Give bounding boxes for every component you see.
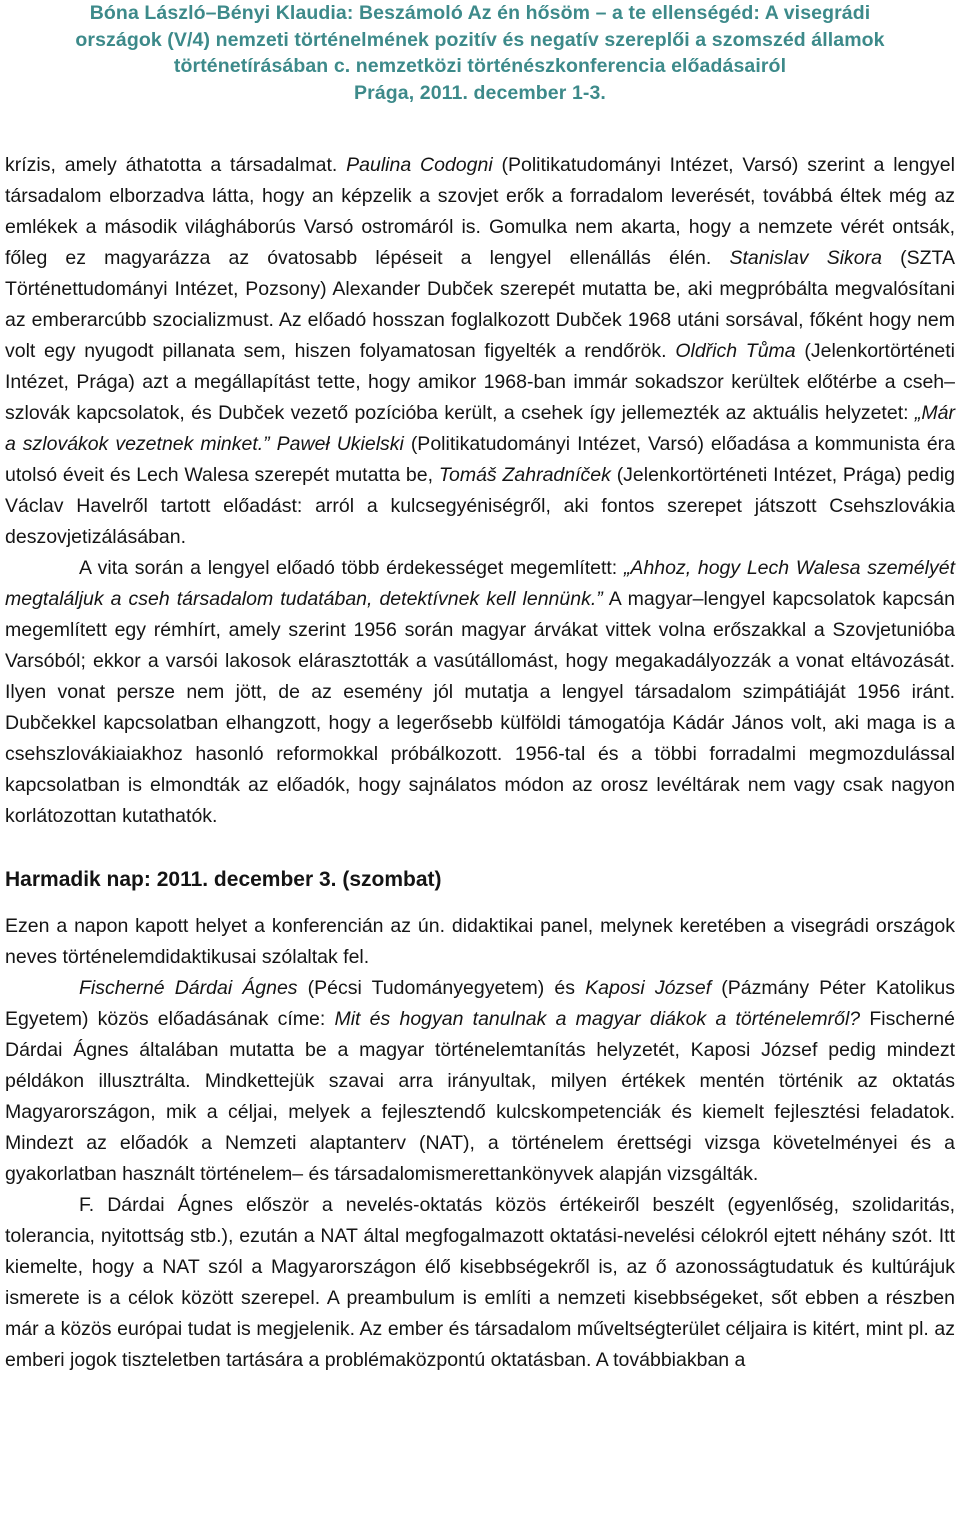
lecture-title: Mit és hogyan tanulnak a magyar diákok a történelemről? [334,1008,861,1030]
paragraph-3: Ezen a napon kapott helyet a konferencián az ún. didaktikai panel, melynek keretében a visegrádi országok neves történelemdidaktikusai szólaltak fel. [5,915,955,968]
text: (Politikatudományi Intézet, Varsó) előadása a kommunista éra utolsó éveit és Lech Walesa szerepét mutatta be, [5,433,956,486]
text: (Pécsi Tudományegyetem) és [297,977,586,999]
running-header [0,0,960,106]
header-line-1: Bóna László–Bényi Klaudia: Beszámoló Az én hősöm – a te ellenségéd: A visegrádi [89,2,871,24]
header-line-2: országok (V/4) nemzeti történelmének pozitív és negatív szereplői a szomszéd államok [75,28,885,51]
body-text [5,150,955,1376]
header-line-4: Prága, 2011. december 1-3. [354,81,606,104]
paragraph-5: F. Dárdai Ágnes először a nevelés-oktatás közös értékeiről beszélt (egyenlőség, szolidaritás, tolerancia, nyitottság stb.), ezután a NAT által megfogalmazott oktatási-nevelési célokról ejtett néhány szót. Itt kiemelte, hogy a NAT szól a Magyarországon élő kisebbségekről is, az ő azonosságtudatuk és kultúrájuk ismerete is a célok között szerepel. A preambulum is említi a nemzeti kisebbségeket, sőt ebben a részben már a közös európai tudat is megjelenik. Az ember és társadalom műveltségterület céljaira is kitért, mint pl. az emberi jogok tiszteletben tartására a problémaközpontú oktatásban. A továbbiakban a [5,1194,955,1371]
text: Fischerné Dárdai Ágnes általában mutatta be a magyar történelemtanítás helyzetét, Kaposi József pedig mindezt példákon illusztrálta. Mindkettejük szavai arra irányultak, milyen értékek mentén történik az oktatás Magyarországon, mik a céljai, melyek a fejlesztendő kulcskompetenciák és kiemelt fejlesztési feladatok. Mindezt az előadók a Nemzeti alaptanterv (NAT), a történelem érettségi vizsga követelményei és a gyakorlatban használt történelem– és társadalomismerettankönyvek alapján vizsgálták. [5,1008,955,1185]
quote: „Ahhoz, hogy Lech Walesa személyét megtaláljuk a cseh társadalom tudatában, detektívnek kell lennünk.” [5,557,955,610]
paragraph-4 [5,973,955,1190]
speaker-name: Fischerné Dárdai Ágnes [79,977,298,999]
paragraph-2 [5,553,955,832]
speaker-name: Oldřich Tůma [675,340,796,362]
header-line-3: történetírásában c. nemzetközi történészkonferencia előadásairól [173,55,787,77]
quote: „Már a szlovákok vezetnek minket.” [5,402,955,455]
text: A magyar–lengyel kapcsolatok kapcsán megemlített egy rémhírt, amely szerint 1956 során magyar árvákat vittek volna erőszakkal a Szovjetunióba Varsóból; ekkor a varsói lakosok elárasztották a vasútállomást, hogy megakadályozzák a vonat eltávozását. Ilyen vonat persze nem jött, de az esemény jól mutatja a lengyel társadalom szimpátiáját 1956 iránt. Dubčekkel kapcsolatban elhangzott, hogy a legerősebb külföldi támogatója Kádár János volt, aki maga is a csehszlovákiaiakhoz hasonló reformokkal próbálkozott. 1956-tal és a többi forradalmi megmozdulással kapcsolatban is elmondták az előadók, hogy sajnálatos módon az orosz levéltárak nem vagy csak nagyon korlátozottan kutathatók. [5,588,955,827]
section-heading: Harmadik nap: 2011. december 3. (szombat) [5,868,442,891]
text: (Politikatudományi Intézet, Varsó) szerint a lengyel társadalom elborzadva látta, hogy an képzelik a szovjet erők a forradalom leverését, továbbá éltek még az emlékek a második világháborús Varsó ostromáról is. Gomulka nem akarta, hogy a nemzete vérét ontsák, főleg ez magyarázza az óvatosabb lépéseit a lengyel ellenállás élén. [5,154,955,269]
text: A vita során a lengyel előadó több érdekességet megemlített: [79,557,624,579]
speaker-name: Paulina Codogni [346,154,493,176]
speaker-name: Kaposi József [585,977,712,999]
speaker-name: Tomáš Zahradníček [438,464,611,486]
text: (SZTA Történettudományi Intézet, Pozsony) Alexander Dubček szerepét mutatta be, aki megpróbálta megvalósítani az emberarcúbb szocializmust. Az előadó hosszan foglalkozott Dubček 1968 utáni sorsával, főként hogy nem volt egy nyugodt pillanata sem, hiszen folyamatosan figyelték a rendőrök. [5,247,955,362]
text [270,433,277,455]
speaker-name: Paweł Ukielski [276,433,404,455]
text: (Jelenkortörténeti Intézet, Prága) pedig Václav Havelről tartott előadást: arról a kulcsegyéniségről, aki fontos szerepet játszott Csehszlovákia deszovjetizálásában. [5,464,955,548]
paragraph-1 [5,150,955,553]
text: (Pázmány Péter Katolikus Egyetem) közös előadásának címe: [5,977,956,1030]
speaker-name: Stanislav Sikora [729,247,882,269]
text: (Jelenkortörténeti Intézet, Prága) azt a megállapítást tette, hogy amikor 1968-ban immár sokadszor kerültek előtérbe a cseh–szlovák kapcsolatok, és Dubček vezető pozícióba került, a csehek így jellemezték az aktuális helyzetet: [5,340,956,424]
text: krízis, amely áthatotta a társadalmat. [5,154,347,176]
